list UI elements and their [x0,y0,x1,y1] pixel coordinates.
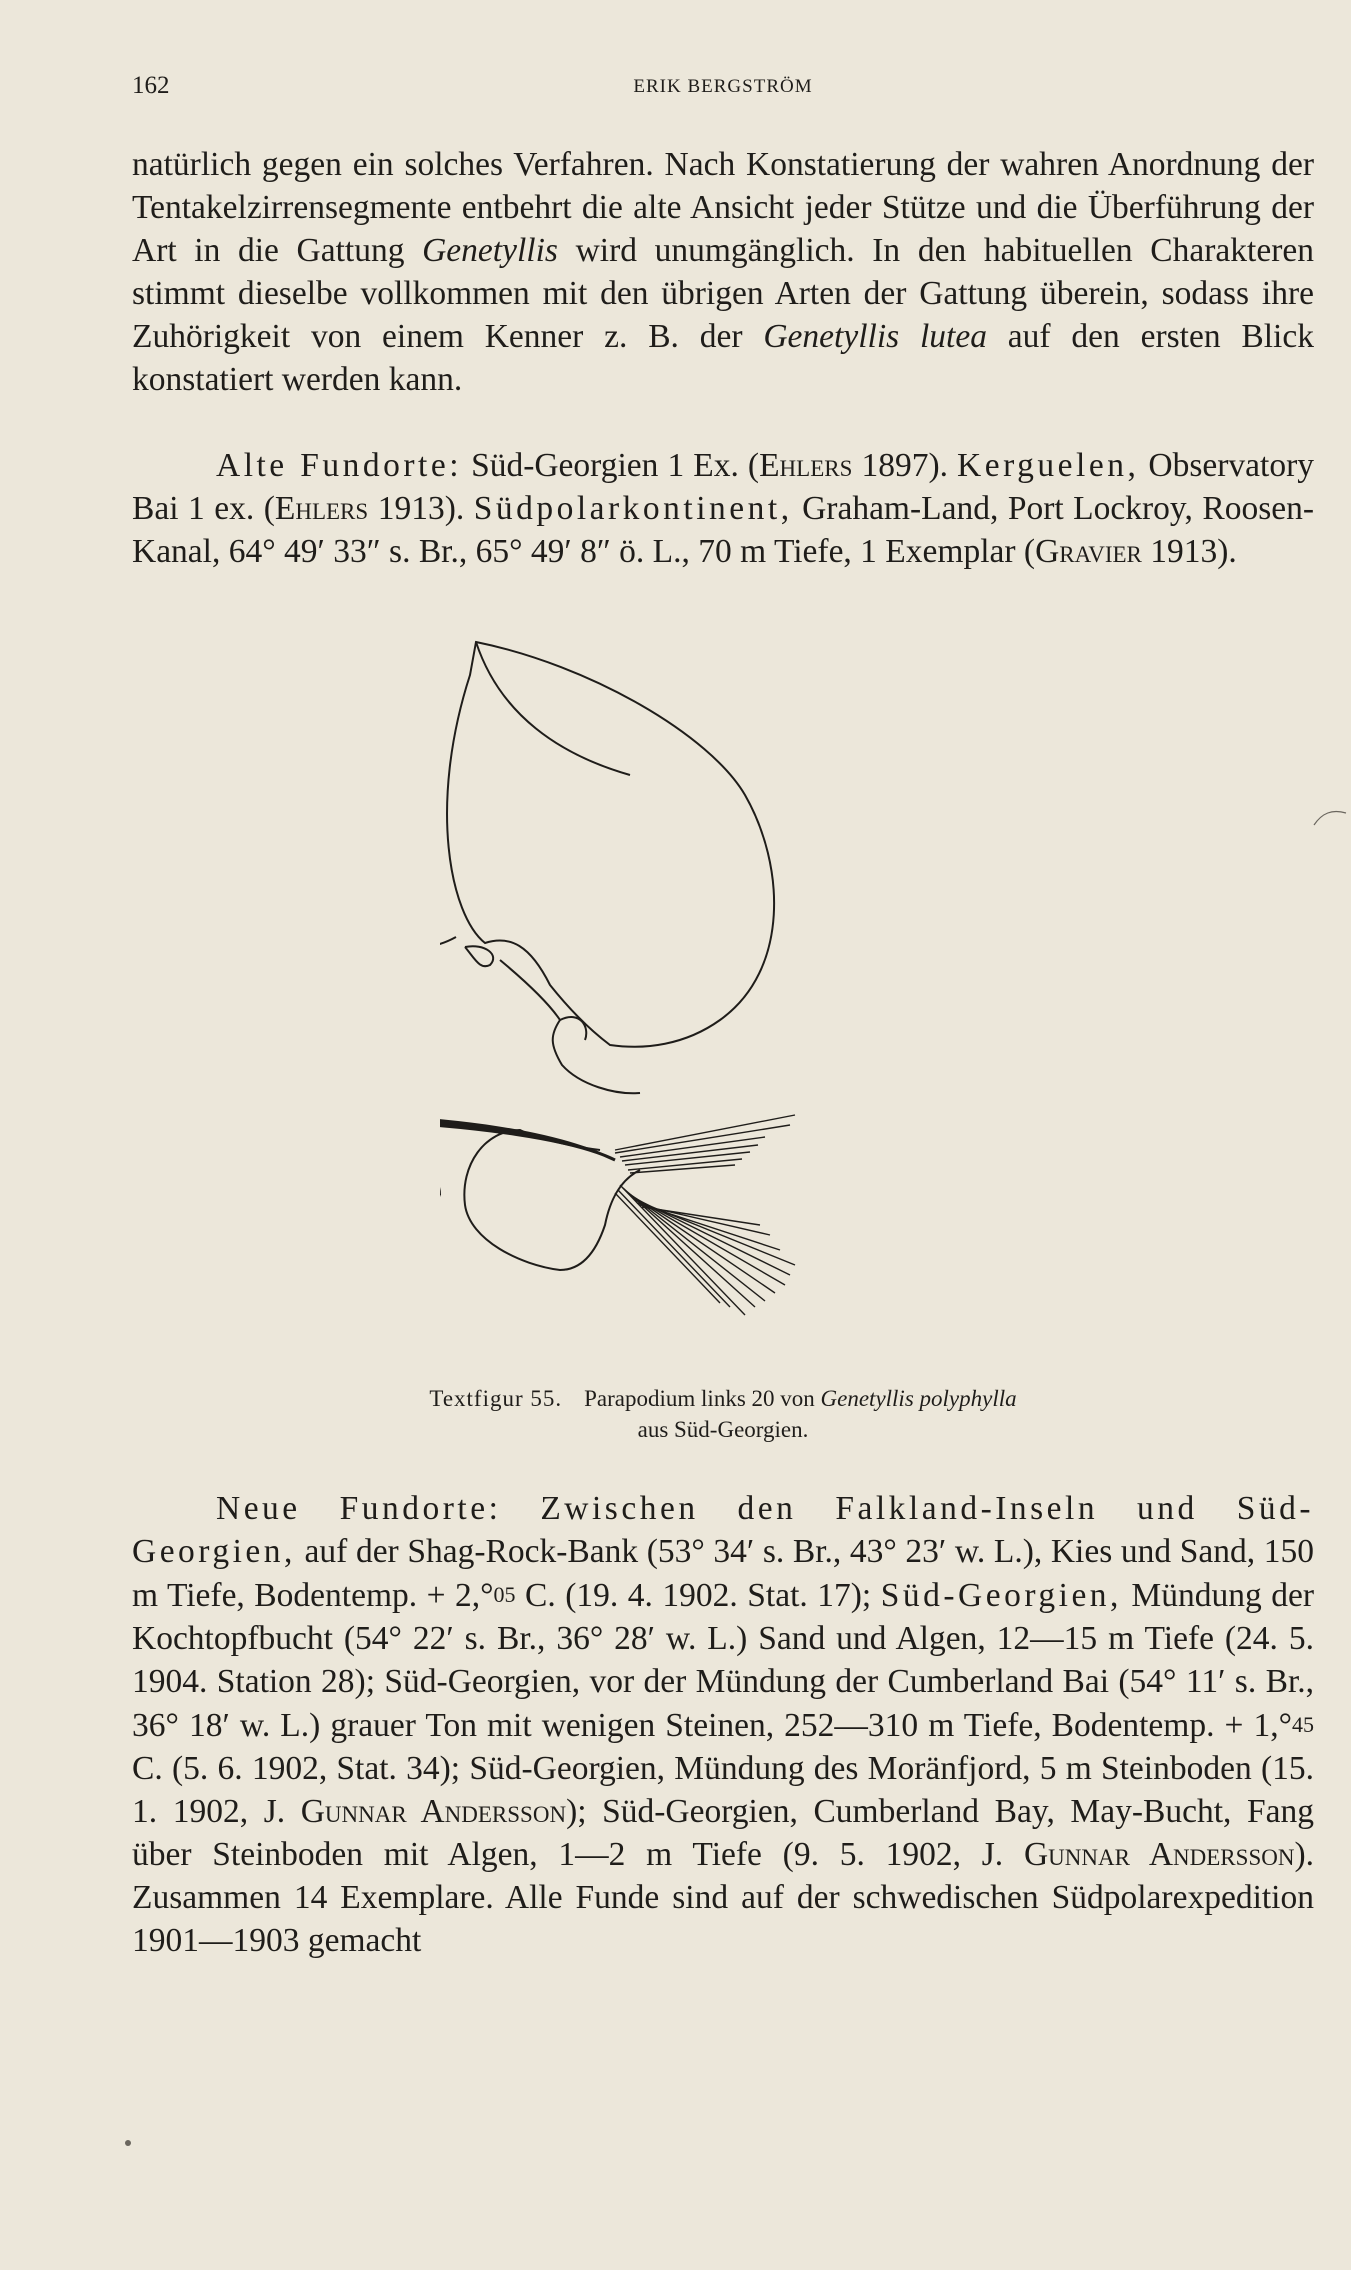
parapodium-lobe-upper [440,642,774,1047]
alte-fundorte-label: Alte Fundorte: [216,447,463,484]
alte-text-3: Observatory Bai 1 ex. ( [132,447,1314,527]
caption-species: Genetyllis polyphylla [820,1386,1017,1411]
para1-line2: Anordnung der Tentakelzirrensegmente entbehrt die alte Ansicht jeder [132,146,1315,226]
alte-text-6: 1913). [1141,533,1237,570]
caption-line2: aus Süd-Georgien. [637,1417,809,1442]
neue-text-4: ). Zusammen 14 Exemplare. Alle Funde sind auf der schwedischen Südpolarexpedition 1901—1903 gemacht [132,1836,1314,1959]
locality-suedpolarkontinent: Südpolarkontinent, [473,490,793,527]
neue-fundorte-label: Neue Fundorte: [216,1490,502,1527]
setae-bundle-lower [615,1185,795,1315]
para1-line3: Stütze und die Überführung der Art in die Gattung [132,189,1315,269]
para1-text: wird unumgänglich. In den habituellen Charakteren stimmt dieselbe vollkommen mit den übrigen Arten der Gattung überein, sodass ihre Zuhörigkeit von einem Kenner z. B. der [132,232,1314,355]
author-ehlers-2: Ehlers [274,490,369,527]
para1-line1: natürlich gegen ein solches Verfahren. Nach Konstatierung der wahren [132,146,1099,183]
alte-text-2: 1897). [852,447,958,484]
aciculum-dark-bar [440,1113,615,1160]
paragraph-neue-fundorte [132,1487,1314,1962]
paragraph-intro [132,143,1314,401]
alte-text-5: Graham-Land, Port Lockroy, Roosen-Kanal, 64° 49′ 33″ s. Br., 65° 49′ 8″ ö. L., 70 m Tiefe, 1 Exemplar ( [132,490,1315,570]
page-edge-mark [1312,805,1348,829]
setae-bundle-upper [615,1115,795,1173]
locality-kerguelen: Kerguelen, [957,447,1140,484]
parapodium-lobe-middle [465,946,640,1093]
species-genetyllis: Genetyllis [422,232,558,269]
neue-text-1b: C. (19. 4. 1902. Stat. 17); [515,1577,881,1614]
neue-text-2: Mündung der Kochtopfbucht (54° 22′ s. Br., 36° 28′ w. L.) Sand und Algen, 12—15 m Tiefe (24. 5. 1904. Station 28); Süd-Georgien, vor der Mündung der Cumberland Bai (54° 11′ s. Br., 36° 18′ w. L.) grauer Ton mit wenigen Steinen, 252—310 m Tiefe, Bodentemp. + 1,° [132,1577,1314,1744]
locality-sued-georgien: Süd-Georgien, [880,1577,1122,1614]
running-header [132,72,1314,112]
temp-decimal-1: 05 [493,1582,516,1607]
running-head-author: ERIK BERGSTRÖM [633,76,813,97]
collector-gunnar-andersson-2: Gunnar Andersson [1023,1836,1295,1873]
para1-end: auf den ersten Blick konstatiert werden kann. [132,318,1314,398]
neue-text-1: auf der Shag-Rock-Bank (53° 34′ s. Br., 43° 23′ w. L.), Kies und Sand, 150 m Tiefe, Bodentemp. + 2,° [132,1533,1314,1614]
stray-ink-dot [125,2140,131,2146]
alte-text-4: 1913). [368,490,474,527]
page-number: 162 [132,72,170,99]
author-gravier: Gravier [1035,533,1142,570]
caption-text: Parapodium links 20 von [584,1386,821,1411]
parapodium-illustration [440,625,1040,1355]
temp-decimal-2: 45 [1292,1712,1314,1737]
parapodium-lobe-lower [440,1130,640,1270]
collector-gunnar-andersson-1: Gunnar Andersson [300,1793,567,1830]
species-genetyllis-lutea: Genetyllis lutea [763,318,987,355]
neue-text-3: ); Süd-Georgien, Cumberland Bay, May-Bucht, Fang über Steinboden mit Algen, 1—2 m Tiefe (9. 5. 1902, J. [132,1793,1314,1873]
caption-label: Textfigur 55. [429,1386,563,1411]
figure-caption [132,1383,1314,1445]
paragraph-alte-fundorte [132,444,1314,573]
author-ehlers-1: Ehlers [759,447,853,484]
locality-falkland-sued-georgien: Zwischen den Falkland-Inseln und Süd-Georgien, [132,1490,1315,1570]
neue-text-2b: C. (5. 6. 1902, Stat. 34); Süd-Georgien, Mündung des Moränfjord, 5 m Steinboden (15. 1. 1902, J. [132,1750,1314,1830]
alte-text-1: Süd-Georgien 1 Ex. ( [462,447,760,484]
